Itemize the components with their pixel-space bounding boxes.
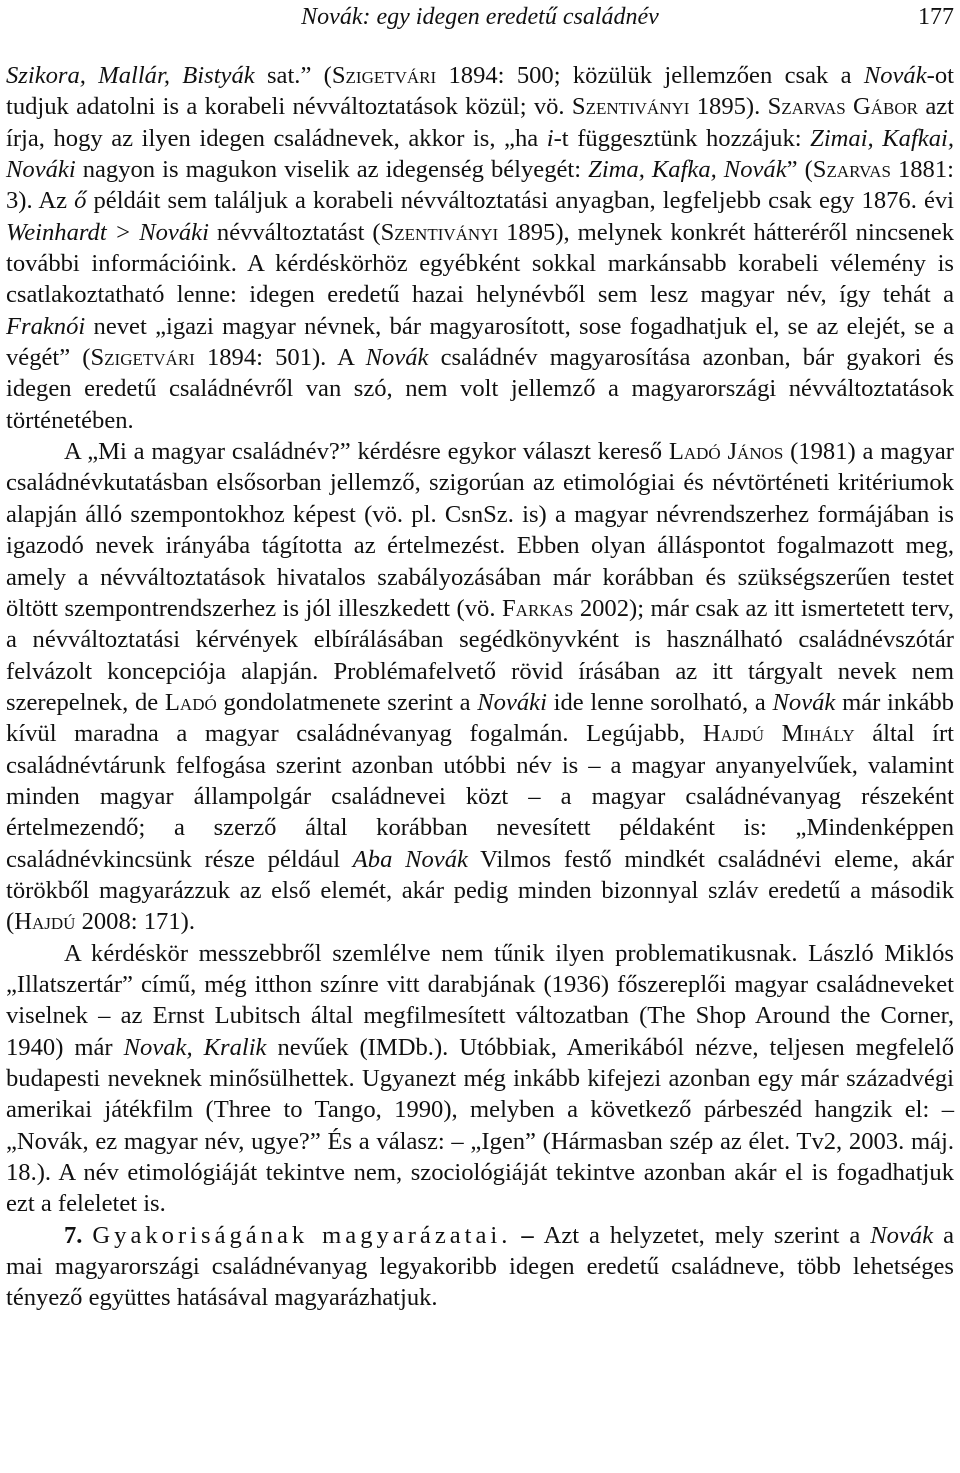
text-run: A „Mi a magyar családnév?” kérdésre egykor választ kereső [64,438,669,466]
paragraph-3 [6,938,954,1220]
surname-term: Novák [772,688,836,716]
surname-term: Novák [365,344,429,372]
body-text [6,60,954,1314]
author-citation: Hajdú Mihály [702,720,855,748]
text-run: 1895), melynek konkrét hátteréről nincsenek további információink. A kérdéskörhöz egyébként sokkal markánsabb korabeli vélemény is csatlakoztatható lenne: idegen eredetű hazai helynévből sem lesz magyar név, így tehát a [6,218,954,309]
section-7 [6,1220,954,1314]
page-number: 177 [918,4,954,30]
text-run: 2002); már csak az itt ismertetett terv, a névváltoztatási kérvények elbírálásában segédkönyvként is használható családnévszótár felvázolt koncepciója alapján. Problémafelvető rövid írásában az itt tárgyalt nevek nem szerepelnek, de [6,594,954,716]
surname-term: Nováki [477,688,547,716]
text-run: névváltoztatást ( [208,218,381,246]
text-run: már inkább kívül maradna a magyar családnévanyag fogalmán. Legújabb, [6,688,954,748]
section-dash: – [511,1221,544,1249]
paragraph-1 [6,60,954,436]
text-run: (1981) a magyar családnévkutatásban elsősorban jellemző, szigorúan az etimológiai és névtörténeti kritériumok alapján álló szempontokhoz képest (vö. pl. CsnSz. is) a magyar névrendszerhez formájában is igazodó nevek irányába tágította az értelmezést. Ebben olyan álláspontot fogalmazott meg, amely a névváltoztatások hivatalos szabályozásában már korábban és szükségszerűen testet öltött szempontrendszerhez is jól illeszkedett (vö. [6,438,954,622]
section-number: 7. [64,1221,83,1249]
surname-term: Novák [863,62,927,89]
text-run: -ot tudjuk adatolni is a korabeli névváltoztatások közül; vö. [6,62,954,121]
text-run: ” ( [786,156,813,184]
text-run: 1881: 3). Az [6,156,954,215]
pronoun-term: ő [74,187,87,215]
surname-term: Zimai, Kafkai, Nováki [6,124,954,184]
suffix-term: i [546,124,554,152]
text-run: nevűek (IMDb.). Utóbbiak, Amerikából nézve, teljesen megfelelő budapesti neveknek minősülhettek. Ugyanezt még inkább kifejezi azonban egy már századvégi amerikai játékfilm (Three to Tango, 1990), melyben a következő párbeszéd hangzik el: – „Novák, ez magyar név, ugye?” És a válasz: – „Igen” (Hármasban szép az élet. Tv2, 2003. máj. 18.). A név etimológiáját tekintve nem, szociológiáját tekintve azonban akár el is fogadhatjuk ezt a feleletet is. [6,1033,955,1218]
author-citation: Szarvas [812,156,891,184]
text-run: példáit sem találjuk a korabeli névváltoztatási anyagban, legfeljebb csak egy 1876. évi [86,187,954,215]
author-citation: Szarvas Gábor [767,93,919,121]
text-run: azt írja, hogy az ilyen idegen családnevek, akkor is, „ha [6,93,954,152]
author-citation: Szigetvári [90,344,195,372]
surname-term: Novák [870,1221,934,1249]
author-citation: Hajdú [14,908,76,936]
text-run: családnév magyarosítása azonban, bár gyakori és idegen eredetű családnévről van szó, nem volt jellemző a magyarországi névváltoztatások történetében. [6,344,954,434]
author-citation: Ladó [164,688,217,716]
text-run: sat.” ( [254,62,332,89]
running-head [6,0,954,34]
author-citation: Szentiványi [380,218,499,246]
surname-term: Zima, Kafka, Novák [588,156,787,184]
page [6,0,954,1314]
surname-term: Aba Novák [352,845,468,873]
section-heading: Gyakoriságának magyarázatai. [92,1221,512,1249]
text-run: Vilmos festő mindkét családnévi eleme, akár törökből magyarázzuk az első elemét, akár pedig minden bizonnyal szláv eredetű a második ( [6,845,954,936]
text-run: által írt családnévtárunk felfogása szerint azonban utóbbi név is – a magyar anyanyelvűek, valamint minden magyar állampolgár családnevei közt – a magyar családnévanyag részeként értelmezendő; a szerző által korábban nevesített példaként is: „Mindenképpen családnévkincsünk része például [6,720,954,873]
running-title-text: egy idegen eredetű családnév [370,4,659,30]
text-run: gondolatmenete szerint a [216,688,478,716]
surname-term: Novak, Kralik [123,1033,267,1061]
surname-term: Fraknói [6,312,86,340]
text-run: a mai magyarországi családnévanyag legyakoribb idegen eredetű családneve, több lehetséges tényező együttes hatásával magyarázhatjuk. [6,1221,954,1312]
text-run: nevet „igazi magyar névnek, bár magyarosított, sose fogadhatjuk el, se az elejét, se a végét” ( [6,312,954,372]
text-run: -t függesztünk hozzájuk: [553,124,811,152]
name-list: Szikora, Mallár, Bistyák [6,62,255,89]
text-run: 1894: 501). A [194,344,366,372]
running-title [6,0,954,34]
author-citation: Szigetvári [331,62,437,89]
text-run: 1894: 500; közülük jellemzően csak a [436,62,864,89]
running-title-author: Novák: [301,4,371,30]
author-citation: Farkas [502,594,574,622]
text-run: 2008: 171). [75,908,195,936]
text-run: Azt a helyzetet, mely szerint a [543,1221,871,1249]
author-citation: Szentiványi [571,93,690,121]
paragraph-2 [6,436,954,938]
text-run: A kérdéskör messzebbről szemlélve nem tűnik ilyen problematikusnak. László Miklós „Illatszertár” című, még itthon színre vitt darabjának (1936) főszereplői magyar családneveket viselnek – az Ernst Lubitsch által megfilmesített változatban (The Shop Around the Corner, 1940) már [6,939,954,1061]
text-run: 1895). [689,93,768,121]
author-citation: Ladó János [668,438,784,466]
surname-term: Weinhardt > Nováki [6,218,209,246]
text-run: nagyon is magukon viselik az idegenség bélyegét: [75,156,589,184]
text-run: ide lenne sorolható, a [546,688,773,716]
